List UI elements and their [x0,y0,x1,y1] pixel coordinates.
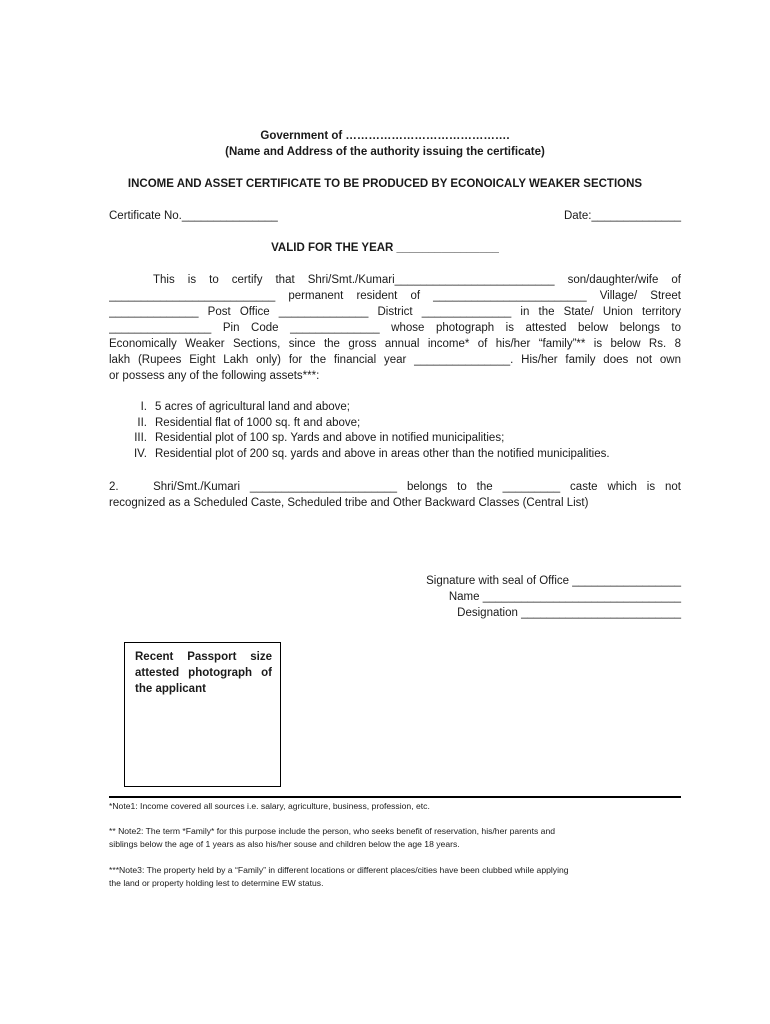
date-field[interactable]: Date:______________ [563,210,681,222]
caste-paragraph [109,479,681,511]
note-1: *Note1: Income covered all sources i.e. salary, agriculture, business, profession, etc. [109,801,430,811]
certificate-number-field[interactable]: Certificate No._______________ [109,210,278,222]
caste-line: recognized as a Scheduled Caste, Scheduled tribe and Other Backward Classes (Central List) [109,497,589,509]
asset-item: IV. Residential plot of 200 sq. yards and above in areas other than the notified municipalities. [133,447,610,460]
assets-list [109,400,681,462]
asset-item: II. Residential flat of 1000 sq. ft and above; [137,416,361,429]
note-3: ***Note3: The property held by a “Family” in different locations or different places/cities have been clubbed while applying the land or property holding lest to determine EW status. [109,865,569,888]
passport-photo-box[interactable] [124,642,281,787]
paragraph-line: Economically Weaker Sections, since the gross annual income* of his/her “family”** is below Rs. 8 [109,338,681,350]
certificate-meta-row [109,210,681,222]
valid-for-year-field[interactable]: VALID FOR THE YEAR ________________ [271,242,499,254]
certification-paragraph [109,272,681,384]
authority-name-address: (Name and Address of the authority issuing the certificate) [225,146,545,158]
asset-item: I. 5 acres of agricultural land and above; [140,401,350,413]
photo-box-label: Recent Passport size attested photograph of the applicant [135,651,272,695]
paragraph-line: ________________ Pin Code ______________ whose photograph is attested below belongs to [109,322,681,334]
signature-seal-field[interactable]: Signature with seal of Office _________________ [426,575,681,587]
paragraph-line: __________________________ permanent resident of ________________________ Village/ Street [109,290,681,302]
note-2: ** Note2: The term *Family* for this purpose include the person, who seeks benefit of reservation, his/her parents and siblings below the age of 1 years as also his/her souse and children below the age 18 years. [109,826,555,849]
paragraph-line: This is to certify that Shri/Smt./Kumari_________________________ son/daughter/wife of [153,274,681,286]
signatory-name-field[interactable]: Name _______________________________ [448,591,681,603]
notes-divider [109,796,681,798]
designation-field[interactable]: Designation _________________________ [457,607,681,619]
certificate-title: INCOME AND ASSET CERTIFICATE TO BE PRODUCED BY ECONOICALY WEAKER SECTIONS [127,178,643,190]
asset-item: III. Residential plot of 100 sp. Yards and above in notified municipalities; [134,432,505,444]
paragraph-line: lakh (Rupees Eight Lakh only) for the financial year _______________. His/her family does not own [109,354,681,366]
paragraph-line: ______________ Post Office ______________ District ______________ in the State/ Union territory [109,306,681,318]
government-of-line: Government of ……………………………………. [260,130,510,142]
caste-line: 2. Shri/Smt./Kumari _______________________ belongs to the _________ caste which is not [109,481,681,493]
paragraph-line: or possess any of the following assets***: [109,370,320,382]
